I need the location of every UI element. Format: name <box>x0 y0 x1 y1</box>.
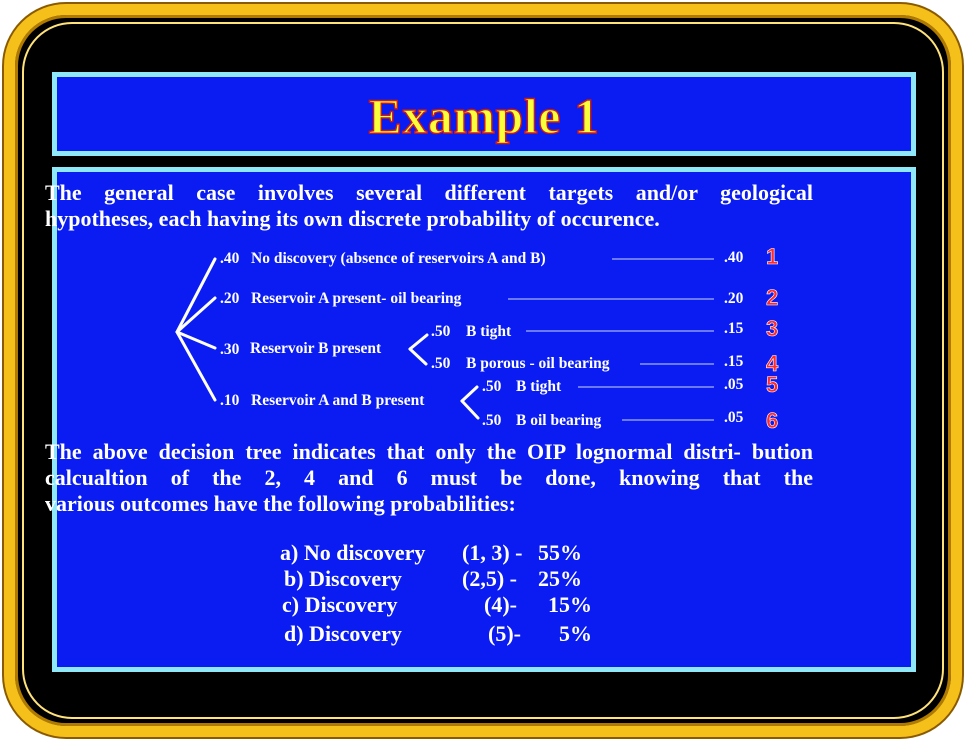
sub-4b-prob: .50 <box>482 412 502 429</box>
branch-1-prob: .40 <box>220 250 240 267</box>
branch-line-2 <box>177 298 215 332</box>
sub-3a-prob: .50 <box>431 323 451 340</box>
result-a-label: a) No discovery <box>280 540 426 565</box>
result-d-cases: (5)- <box>488 621 521 646</box>
sub-3b-prob: .50 <box>431 355 451 372</box>
outcome-number-6: 6 <box>766 408 779 433</box>
sub-branch-b-tight <box>410 335 427 349</box>
sub-branch-ab-tight <box>462 387 477 401</box>
branch-2-prob: .20 <box>220 290 240 307</box>
branch-2-label: Reservoir A present- oil bearing <box>251 290 462 307</box>
sub-branch-ab-oil <box>462 401 478 418</box>
branch-1-label: No discovery (absence of reservoirs A and B) <box>251 250 546 267</box>
slide-title: Example 1 <box>368 88 600 144</box>
outcome-2-final-prob: .20 <box>724 290 744 307</box>
sub-branch-b-porous <box>410 349 426 364</box>
result-b-label: b) Discovery <box>284 566 402 591</box>
result-d-label: d) Discovery <box>284 621 402 646</box>
outcome-number-3: 3 <box>766 316 779 341</box>
outcome-number-2: 2 <box>766 285 779 310</box>
outcome-number-1: 1 <box>766 244 779 269</box>
branch-3-prob: .30 <box>220 341 240 358</box>
outcome-4-final-prob: .15 <box>724 353 744 370</box>
result-a-cases: (1, 3) - <box>462 540 523 565</box>
conclusion-line-3: various outcomes have the following probabilities: <box>45 491 516 516</box>
branch-4-label: Reservoir A and B present <box>251 392 425 409</box>
sub-3b-label: B porous - oil bearing <box>466 355 610 372</box>
result-d-pct: 5% <box>559 621 592 646</box>
outcome-number-4: 4 <box>766 351 779 376</box>
intro-line-1: The general case involves several different targets and/or geological <box>45 180 813 205</box>
conclusion-line-2: bution calcualtion of the 2, 4 and 6 must be done, knowing that the <box>45 439 813 490</box>
result-c-pct: 15% <box>548 592 592 617</box>
result-a-pct: 55% <box>538 540 582 565</box>
outcome-3-final-prob: .15 <box>724 320 744 337</box>
branch-4-prob: .10 <box>220 392 240 409</box>
sub-3a-label: B tight <box>466 323 512 340</box>
conclusion-line-1: The above decision tree indicates that only the OIP lognormal distri- <box>45 439 741 464</box>
outcome-6-final-prob: .05 <box>724 409 744 426</box>
sub-4a-label: B tight <box>516 378 562 395</box>
branch-line-4 <box>177 332 215 400</box>
result-b-cases: (2,5) - <box>462 566 517 591</box>
result-b-pct: 25% <box>538 566 582 591</box>
result-c-label: c) Discovery <box>282 592 398 617</box>
sub-4a-prob: .50 <box>482 378 502 395</box>
intro-line-2: hypotheses, each having its own discrete probability of occurence. <box>45 206 660 231</box>
sub-4b-label: B oil bearing <box>516 412 602 429</box>
conclusion-paragraph <box>45 439 813 517</box>
outcome-5-final-prob: .05 <box>724 376 744 393</box>
outcome-number-5: 5 <box>766 372 779 397</box>
outcome-1-final-prob: .40 <box>724 249 744 266</box>
branch-3-label: Reservoir B present <box>250 340 382 357</box>
branch-line-1 <box>177 259 215 332</box>
result-c-cases: (4)- <box>484 592 517 617</box>
